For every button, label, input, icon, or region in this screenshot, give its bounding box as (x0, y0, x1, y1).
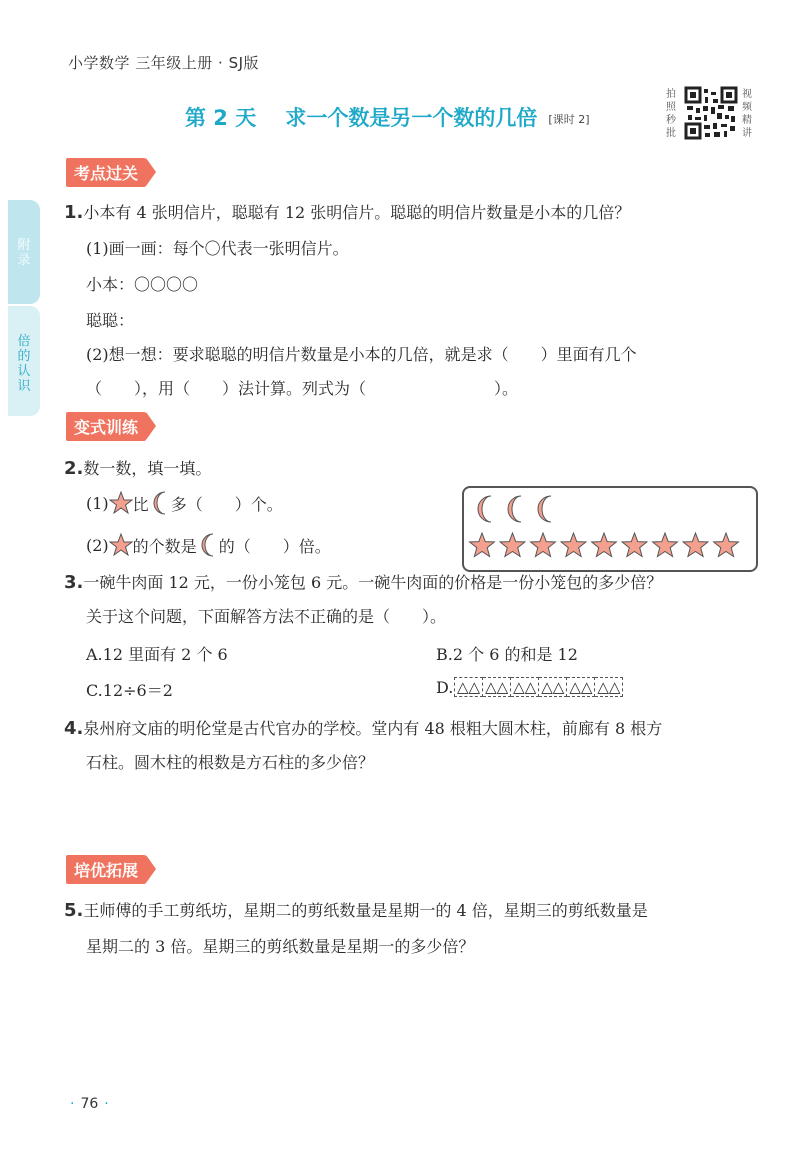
option-a[interactable]: A.12 里面有 2 个 6 (86, 645, 228, 664)
star-icon (683, 533, 708, 557)
star-icon (622, 533, 647, 557)
triangle-group: △△ (483, 677, 511, 697)
page-number (64, 1096, 115, 1112)
page-number-value: 76 (80, 1096, 99, 1112)
moon-icon (197, 532, 219, 558)
shapes-figure (466, 490, 754, 568)
title-main: 求一个数是另一个数的几倍 (285, 106, 538, 130)
q1-sub2-line2: （ ），用（ ）法计算。列式为（ ）。 (86, 379, 519, 398)
question-text: 泉州府文庙的明伦堂是古代官办的学校。堂内有 48 根粗大圆木柱，前廊有 8 根方 (83, 719, 663, 738)
triangle-group: △△ (539, 677, 567, 697)
option-d-figure (454, 677, 623, 697)
qr-code-icon[interactable] (684, 86, 738, 140)
question-text: 王师傅的手工剪纸坊，星期二的剪纸数量是星期一的 4 倍，星期三的剪纸数量是 (83, 901, 648, 920)
option-b[interactable]: B.2 个 6 的和是 12 (436, 645, 578, 664)
question-number: 1. (64, 202, 84, 223)
q1-sub2-line1: (2)想一想：要求聪聪的明信片数量是小本的几倍，就是求（ ）里面有几个 (86, 345, 637, 364)
triangle-group: △△ (567, 677, 595, 697)
side-tab-label: 倍的认识 (17, 334, 31, 394)
dot-icon: · (70, 1096, 75, 1112)
q2-sub1 (86, 490, 283, 516)
q3-text2: 关于这个问题，下面解答方法不正确的是（ ）。 (86, 607, 447, 626)
star-icon (109, 533, 133, 557)
question-text: 小本有 4 张明信片，聪聪有 12 张明信片。聪聪的明信片数量是小本的几倍？ (83, 203, 631, 222)
triangle-group: △△ (454, 677, 483, 697)
q4-text2: 石柱。圆木柱的根数是方石柱的多少倍？ (86, 753, 375, 772)
q1-sub1: (1)画一画：每个〇代表一张明信片。 (86, 239, 349, 258)
section-tag-bianshi: 变式训练 (66, 412, 146, 441)
moon-icon (538, 496, 551, 522)
dot-icon: · (104, 1096, 109, 1112)
qr-left-label: 拍照秒批 (666, 89, 676, 139)
moon-icon (149, 490, 171, 516)
question-text: 一碗牛肉面 12 元，一份小笼包 6 元。一碗牛肉面的价格是一份小笼包的多少倍？ (83, 573, 663, 592)
qr-right-label: 视频精讲 (742, 89, 752, 139)
sub-number: (1) (86, 493, 109, 513)
question-1 (64, 200, 630, 223)
star-icon (561, 533, 586, 557)
star-icon (592, 533, 617, 557)
text-answer: 的（ ）倍。 (218, 536, 331, 556)
question-number: 5. (64, 900, 84, 921)
question-number: 3. (64, 572, 84, 593)
page-title (185, 102, 590, 132)
question-3 (64, 570, 662, 593)
star-icon (531, 533, 556, 557)
option-c[interactable]: C.12÷6＝2 (86, 681, 173, 700)
question-5 (64, 898, 648, 921)
text-count: 的个数是 (132, 536, 197, 556)
section-tag-peiyou: 培优拓展 (66, 855, 146, 884)
moon-icon (478, 496, 491, 522)
q1-congcong: 聪聪： (86, 311, 135, 330)
side-tab-label: 附录 (17, 238, 31, 268)
option-d[interactable]: D. (436, 678, 454, 697)
star-icon (500, 533, 525, 557)
text-compare: 比 (132, 494, 149, 514)
question-number: 2. (64, 458, 84, 479)
star-icon (470, 533, 495, 557)
section-tag-kaodian: 考点过关 (66, 158, 146, 187)
q5-text2: 星期二的 3 倍。星期三的剪纸数量是星期一的多少倍？ (86, 937, 475, 956)
book-header: 小学数学 三年级上册 · SJ版 (68, 54, 260, 72)
triangle-group: △△ (595, 677, 623, 697)
side-tab-multiples[interactable] (8, 306, 40, 416)
title-day: 第 2 天 (185, 106, 257, 130)
question-2 (64, 456, 211, 479)
question-number: 4. (64, 718, 84, 739)
star-icon (653, 533, 678, 557)
star-icon (109, 491, 133, 515)
question-4 (64, 716, 662, 739)
sub-number: (2) (86, 535, 109, 555)
star-icon (714, 533, 739, 557)
q1-xiaoben: 小本：〇〇〇〇 (86, 275, 199, 294)
question-text: 数一数，填一填。 (83, 459, 212, 478)
title-lesson: [课时 2] (548, 113, 590, 126)
q2-sub2 (86, 532, 331, 558)
side-tab-appendix[interactable] (8, 200, 40, 304)
text-answer: 多（ ）个。 (170, 494, 283, 514)
triangle-group: △△ (511, 677, 539, 697)
moon-icon (508, 496, 521, 522)
